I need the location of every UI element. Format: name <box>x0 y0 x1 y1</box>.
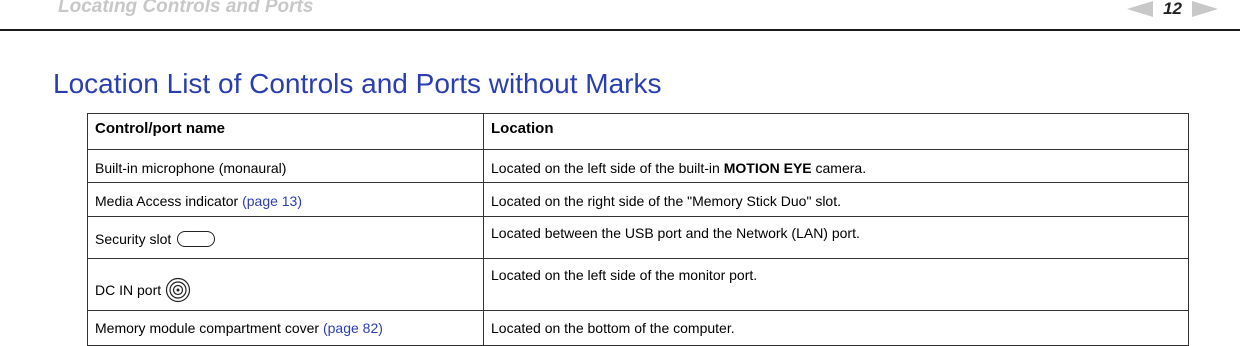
table-row <box>88 183 1189 217</box>
control-name: Memory module compartment cover <box>95 320 323 336</box>
location-cell <box>484 150 1189 183</box>
control-name-cell <box>88 217 484 259</box>
header-divider <box>0 29 1240 31</box>
control-name-cell <box>88 311 484 346</box>
page-13-link[interactable]: (page 13) <box>242 193 303 209</box>
table-row <box>88 217 1189 259</box>
page-number: 12 <box>1163 0 1182 18</box>
table-header-row <box>88 114 1189 150</box>
column-header-name: Control/port name <box>88 114 484 150</box>
table-row <box>88 150 1189 183</box>
control-name-cell <box>88 183 484 217</box>
security-slot-icon <box>177 231 215 247</box>
control-name-cell: Built-in microphone (monaural) <box>88 150 484 183</box>
location-cell: Located on the right side of the "Memory Stick Duo" slot. <box>484 183 1189 217</box>
previous-page-arrow-icon[interactable] <box>1127 1 1153 17</box>
column-header-location: Location <box>484 114 1189 150</box>
table-row <box>88 311 1189 346</box>
control-name: DC IN port <box>95 282 162 298</box>
control-name: Security slot <box>95 231 172 247</box>
location-text: Located on the left side of the built-in <box>491 160 724 176</box>
next-page-arrow-icon[interactable] <box>1192 1 1218 17</box>
controls-ports-table <box>87 113 1189 346</box>
location-cell: Located between the USB port and the Network (LAN) port. <box>484 217 1189 259</box>
table-row <box>88 259 1189 311</box>
location-text-end: camera. <box>811 160 867 176</box>
section-title: Location List of Controls and Ports without Marks <box>53 68 662 99</box>
control-name: Media Access indicator <box>95 193 243 209</box>
page-navigation <box>1127 0 1218 21</box>
location-cell: Located on the left side of the monitor port. <box>484 259 1189 311</box>
page-82-link[interactable]: (page 82) <box>322 320 383 336</box>
location-cell: Located on the bottom of the computer. <box>484 311 1189 346</box>
control-name-cell <box>88 259 484 311</box>
motion-eye-label: MOTION EYE <box>723 160 812 176</box>
header-title: Locating Controls and Ports <box>58 0 314 17</box>
dc-in-icon <box>165 277 191 303</box>
